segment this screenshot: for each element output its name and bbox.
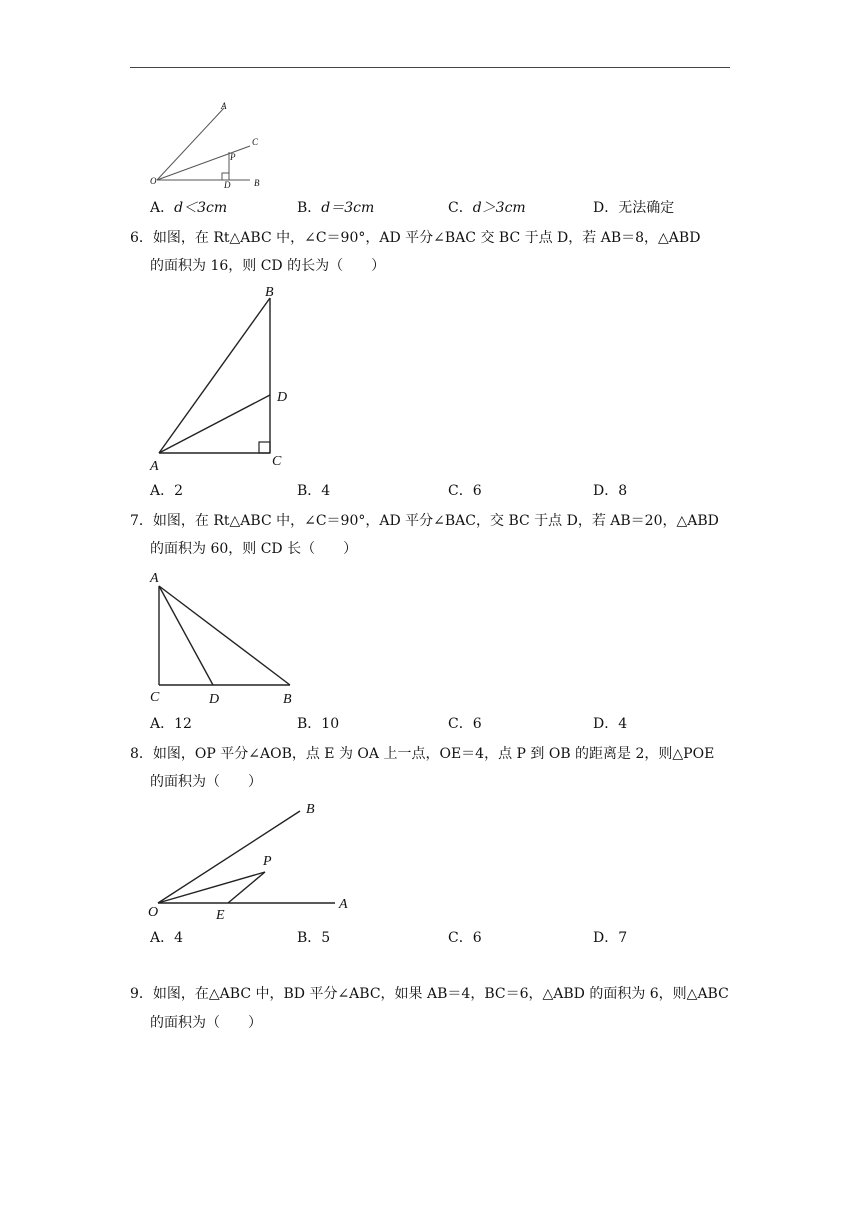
- q5-option-a[interactable]: A．d＜3cm: [150, 200, 228, 216]
- q8-label-O: O: [148, 905, 159, 920]
- header-rule: [130, 67, 730, 68]
- q7-option-c[interactable]: C．6: [448, 716, 482, 732]
- q8-option-d[interactable]: D．7: [593, 930, 628, 946]
- q6-label-D: D: [277, 390, 288, 405]
- q7-label-D: D: [209, 692, 220, 707]
- q6-option-c[interactable]: C．6: [448, 483, 482, 499]
- q8-label-A: A: [339, 897, 348, 912]
- q9-stem-line1: 9．如图，在△ABC 中，BD 平分∠ABC，如果 AB＝4，BC＝6，△ABD 的面积为 6，则△ABC: [130, 986, 729, 1002]
- q5-label-A: A: [221, 101, 227, 111]
- q6-option-d[interactable]: D．8: [593, 483, 628, 499]
- q8-figure: [140, 795, 370, 930]
- q6-label-A: A: [150, 459, 159, 474]
- q8-label-E: E: [216, 908, 225, 923]
- q5-label-P: P: [230, 152, 236, 162]
- q7-option-a[interactable]: A．12: [150, 716, 192, 732]
- q5-option-b[interactable]: B．d＝3cm: [297, 200, 375, 216]
- q6-option-b[interactable]: B．4: [297, 483, 331, 499]
- q8-stem-line1: 8．如图，OP 平分∠AOB，点 E 为 OA 上一点，OE＝4，点 P 到 OB 的距离是 2，则△POE: [130, 746, 715, 762]
- q8-label-P: P: [263, 854, 272, 869]
- q6-figure: [140, 280, 310, 475]
- q7-label-B: B: [283, 692, 292, 707]
- q7-stem-line2: 的面积为 60，则 CD 长（ ）: [150, 541, 358, 557]
- q7-label-A: A: [150, 571, 159, 586]
- q6-stem-line2: 的面积为 16，则 CD 的长为（ ）: [150, 258, 386, 274]
- q8-label-B: B: [306, 802, 315, 817]
- q8-option-b[interactable]: B．5: [297, 930, 331, 946]
- q6-stem-line1: 6．如图，在 Rt△ABC 中，∠C＝90°，AD 平分∠BAC 交 BC 于点 D，若 AB＝8，△ABD: [130, 230, 701, 246]
- q8-stem-line2: 的面积为（ ）: [150, 774, 262, 790]
- q8-option-c[interactable]: C．6: [448, 930, 482, 946]
- q6-label-B: B: [265, 285, 274, 300]
- q5-option-d[interactable]: D．无法确定: [593, 200, 675, 216]
- q7-figure: [140, 565, 310, 710]
- q7-label-C: C: [150, 690, 160, 705]
- q5-label-D: D: [224, 180, 231, 190]
- q7-option-b[interactable]: B．10: [297, 716, 340, 732]
- q7-option-d[interactable]: D．4: [593, 716, 628, 732]
- q8-option-a[interactable]: A．4: [150, 930, 184, 946]
- q5-label-C: C: [252, 137, 259, 147]
- q7-stem-line1: 7．如图，在 Rt△ABC 中，∠C＝90°，AD 平分∠BAC，交 BC 于点 D，若 AB＝20，△ABD: [130, 513, 719, 529]
- q6-option-a[interactable]: A．2: [150, 483, 184, 499]
- q5-option-c[interactable]: C．d＞3cm: [448, 200, 526, 216]
- q9-stem-line2: 的面积为（ ）: [150, 1015, 262, 1031]
- q5-label-O: O: [150, 176, 157, 186]
- q6-label-C: C: [272, 454, 282, 469]
- q5-figure: [140, 100, 280, 192]
- q5-label-B: B: [254, 178, 260, 188]
